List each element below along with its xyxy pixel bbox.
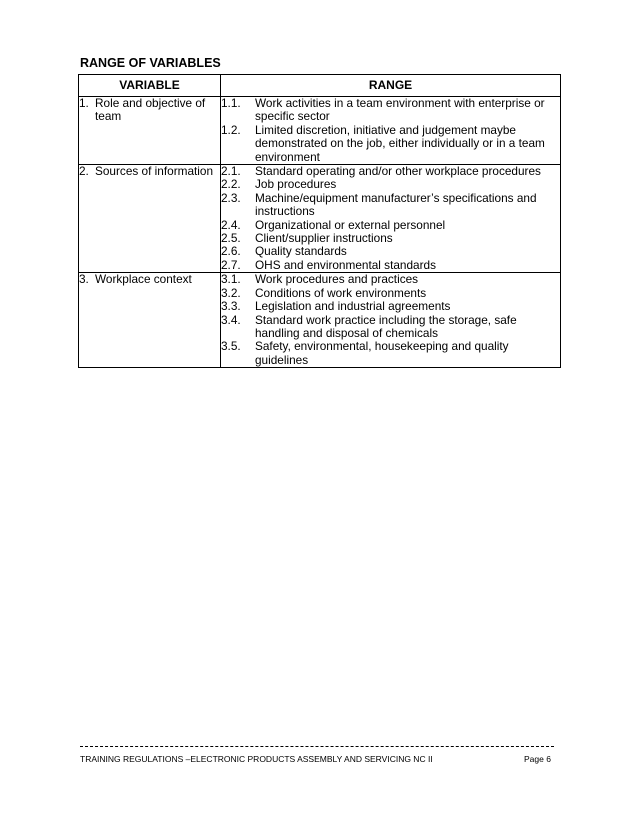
range-item-number: 2.7. xyxy=(221,257,241,272)
range-item xyxy=(221,259,560,272)
range-item-text: Conditions of work environments xyxy=(255,285,427,300)
table-row xyxy=(79,97,561,165)
range-item-text: Job procedures xyxy=(255,177,337,192)
header-variable: VARIABLE xyxy=(79,75,221,97)
range-item xyxy=(221,97,560,124)
range-item-text: Limited discretion, initiative and judgement maybe demonstrated on the job, either individually or in a team environment xyxy=(255,122,545,164)
variable-cell xyxy=(79,97,221,165)
range-item-number: 3.3. xyxy=(221,299,241,314)
footer-document-title: TRAINING REGULATIONS –ELECTRONIC PRODUCTS ASSEMBLY AND SERVICING NC II xyxy=(80,754,433,764)
range-item-number: 2.6. xyxy=(221,244,241,259)
range-item-text: Client/supplier instructions xyxy=(255,231,393,246)
section-title: RANGE OF VARIABLES xyxy=(80,56,221,70)
range-item xyxy=(221,300,560,313)
variable-cell xyxy=(79,165,221,273)
range-cell xyxy=(221,273,561,368)
range-item-number: 2.2. xyxy=(221,177,241,192)
range-item xyxy=(221,232,560,245)
range-item xyxy=(221,192,560,219)
range-item-text: Work procedures and practices xyxy=(255,272,419,287)
range-item xyxy=(221,287,560,300)
range-item xyxy=(221,245,560,258)
range-item-number: 2.4. xyxy=(221,217,241,232)
variable-label: Role and objective of team xyxy=(95,96,206,124)
variable-number: 1. xyxy=(79,96,89,110)
range-cell xyxy=(221,97,561,165)
range-list xyxy=(221,273,560,367)
range-item xyxy=(221,219,560,232)
header-range: RANGE xyxy=(221,75,561,97)
range-item xyxy=(221,340,560,367)
range-item-text: Quality standards xyxy=(255,244,347,259)
table-row xyxy=(79,165,561,273)
variable-label: Workplace context xyxy=(95,272,192,287)
range-item-number: 3.5. xyxy=(221,339,241,354)
range-item-number: 3.1. xyxy=(221,272,241,287)
range-item-number: 1.2. xyxy=(221,122,241,137)
range-item-number: 3.2. xyxy=(221,285,241,300)
range-item-text: Work activities in a team environment with enterprise or specific sector xyxy=(255,96,545,124)
range-item-text: Safety, environmental, housekeeping and quality guidelines xyxy=(255,339,509,367)
variable-number: 3. xyxy=(79,272,89,287)
range-cell xyxy=(221,165,561,273)
footer-page-number: Page 6 xyxy=(524,754,551,764)
range-item xyxy=(221,178,560,191)
range-item-text: Standard operating and/or other workplace procedures xyxy=(255,164,541,179)
range-item-number: 1.1. xyxy=(221,96,241,110)
variable-cell xyxy=(79,273,221,368)
range-item-text: Machine/equipment manufacturer’s specifications and instructions xyxy=(255,190,537,219)
table-row xyxy=(79,273,561,368)
range-item xyxy=(221,124,560,164)
range-item-text: Organizational or external personnel xyxy=(255,217,446,232)
range-item-text: Standard work practice including the storage, safe handling and disposal of chemicals xyxy=(255,312,517,340)
variable-number: 2. xyxy=(79,164,89,179)
range-item-number: 2.1. xyxy=(221,164,241,179)
range-list xyxy=(221,165,560,272)
range-of-variables-table xyxy=(78,74,561,368)
range-item xyxy=(221,273,560,286)
footer-divider xyxy=(80,746,554,747)
range-list xyxy=(221,97,560,164)
range-item-text: Legislation and industrial agreements xyxy=(255,299,451,314)
range-item-number: 2.3. xyxy=(221,190,241,205)
range-item-number: 3.4. xyxy=(221,312,241,327)
table-header-row xyxy=(79,75,561,97)
range-item-text: OHS and environmental standards xyxy=(255,257,436,272)
range-item xyxy=(221,314,560,341)
range-item-number: 2.5. xyxy=(221,231,241,246)
range-item xyxy=(221,165,560,178)
variable-label: Sources of information xyxy=(95,164,214,179)
